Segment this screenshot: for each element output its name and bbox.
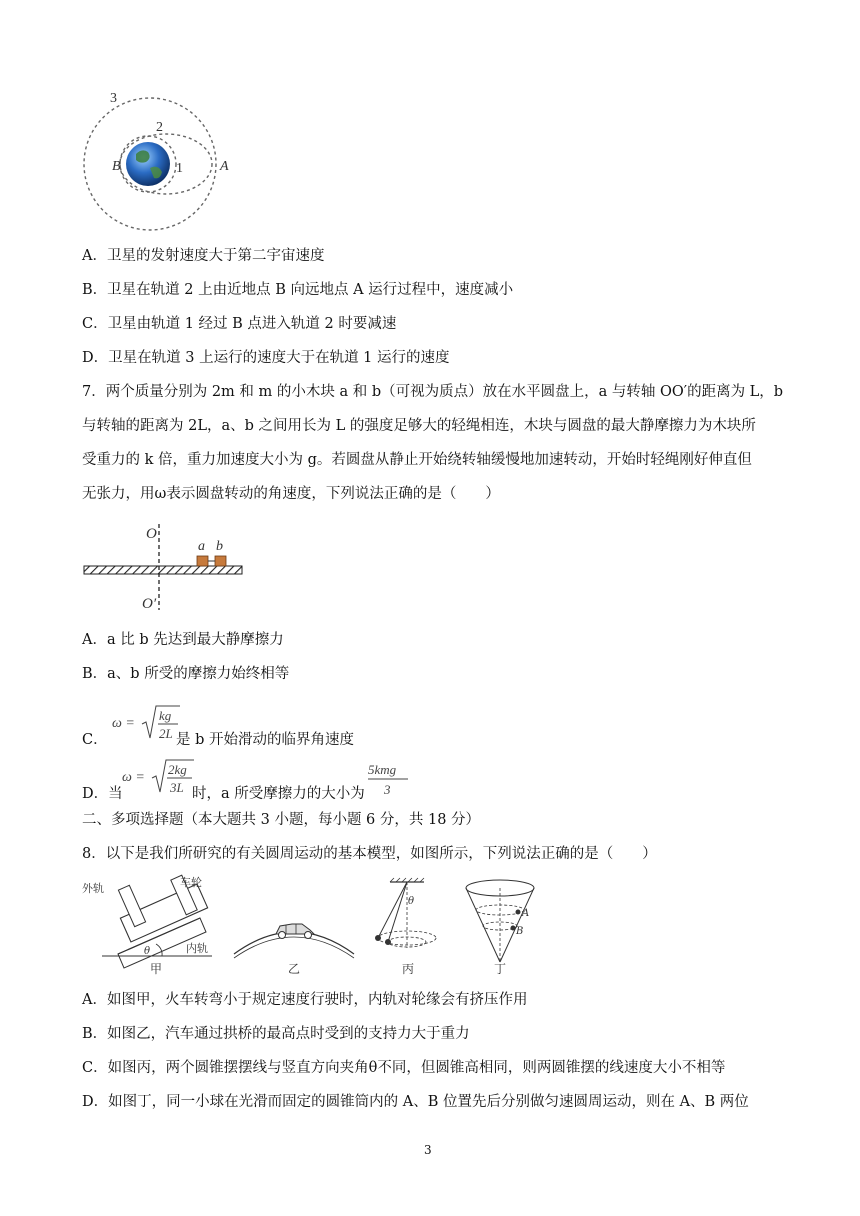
q6-option-c: C．卫星由轨道 1 经过 B 点进入轨道 2 时要减速 [82,316,397,332]
theta-bing-label: θ [408,896,415,907]
formula-d-den: 3L [170,780,184,795]
q7-option-c-prefix: C． [82,732,108,748]
point-b-ding-label: B [516,926,524,937]
q8-stem: 8．以下是我们所研究的有关圆周运动的基本模型，如图所示，下列说法正确的是（ ） [82,846,657,862]
q7-option-d-result [366,758,416,800]
q7-stem-line-3: 受重力的 k 倍，重力加速度大小为 g。若圆盘从静止开始绕转轴缓慢地加速转动，开始时轻绳刚好伸直但 [82,452,752,468]
q7-stem-line-1: 7．两个质量分别为 2m 和 m 的小木块 a 和 b（可视为质点）放在水平圆盘上，a 与转轴 OO′的距离为 L，b [82,384,784,400]
block-a-icon [197,556,208,566]
orbit-figure [78,86,238,236]
q6-option-b: B．卫星在轨道 2 上由近地点 B 向远地点 A 运行过程中，速度减小 [82,282,514,298]
wheel-label: 车轮 [180,876,202,889]
point-a-label: A [220,159,229,174]
figure-yi [232,876,362,976]
yi-label: 乙 [288,962,301,976]
jia-label: 甲 [150,962,163,976]
q8-option-b: B．如图乙，汽车通过拱桥的最高点时受到的支持力大于重力 [82,1026,470,1042]
q7-option-d-middle: 时，a 所受摩擦力的大小为 [192,786,365,802]
disk-figure [82,522,252,612]
earth-icon [126,142,170,186]
formula-c-num: kg [159,708,172,723]
formula-d-num: 2kg [168,762,187,777]
formula-d-lhs: ω = [122,770,145,785]
q7-option-d-formula [122,756,196,798]
q7-stem-line-4: 无张力，用ω表示圆盘转动的角速度，下列说法正确的是（ ） [82,486,500,502]
page-number: 3 [424,1143,432,1157]
orbit-1-label: 1 [176,161,183,176]
block-b-icon [215,556,226,566]
q8-option-a: A．如图甲，火车转弯小于规定速度行驶时，内轨对轮缘会有挤压作用 [82,992,528,1008]
q6-option-a: A．卫星的发射速度大于第二宇宙速度 [82,248,325,264]
q7-option-c-formula [112,702,182,744]
bing-label: 丙 [402,962,415,976]
axis-o-prime-label: O′ [142,596,157,612]
q7-option-c-suffix: 是 b 开始滑动的临界角速度 [176,732,354,748]
q8-option-c: C．如图丙，两个圆锥摆摆线与竖直方向夹角θ不同，但圆锥高相同，则两圆锥摆的线速度大小不相等 [82,1060,726,1076]
orbit-3-label: 3 [110,91,117,106]
q7-option-a: A．a 比 b 先达到最大静摩擦力 [82,632,284,648]
figure-bing [364,876,454,976]
figure-jia [82,876,222,976]
result-num: 5kmg [368,762,397,777]
q7-stem-line-2: 与转轴的距离为 2L，a、b 之间用长为 L 的强度足够大的轻绳相连，木块与圆盘的最大静摩擦力为木块所 [82,418,756,434]
inner-rail-label: 内轨 [186,942,208,955]
figure-ding [460,876,550,976]
point-a-ding-label: A [522,908,530,919]
q7-option-d-prefix: D．当 [82,786,123,802]
theta-jia-label: θ [144,946,151,957]
disk-surface [84,566,242,574]
block-a-label: a [198,539,205,554]
formula-c-den: 2L [159,726,173,741]
formula-c-lhs: ω = [112,716,135,731]
section-2-heading: 二、多项选择题（本大题共 3 小题，每小题 6 分，共 18 分） [82,812,481,828]
q8-option-d: D．如图丁，同一小球在光滑而固定的圆锥筒内的 A、B 位置先后分别做匀速圆周运动，则在 A、B 两位 [82,1094,749,1110]
block-b-label: b [216,539,223,554]
q7-option-b: B．a、b 所受的摩擦力始终相等 [82,666,290,682]
point-b-label: B [112,159,121,174]
outer-rail-label: 外轨 [82,882,104,895]
q6-option-d: D．卫星在轨道 3 上运行的速度大于在轨道 1 运行的速度 [82,350,450,366]
ding-label: 丁 [494,962,507,976]
axis-o-label: O [146,526,157,542]
result-den: 3 [384,782,391,797]
orbit-2-label: 2 [156,120,163,135]
